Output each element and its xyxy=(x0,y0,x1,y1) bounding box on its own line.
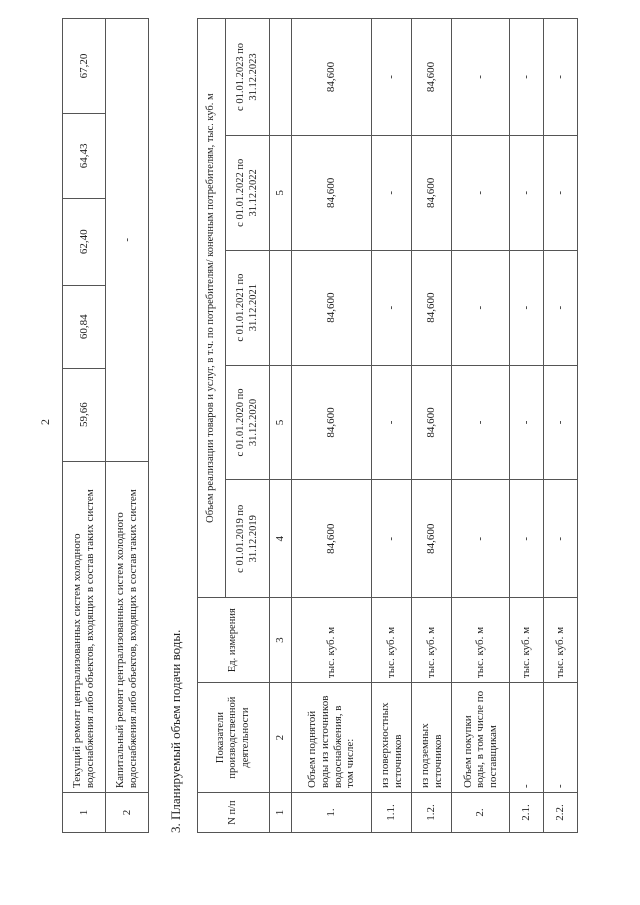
row-value: - xyxy=(452,365,510,480)
header-period: с 01.01.2020 по 31.12.2020 xyxy=(226,365,270,480)
row-indicator: из поверхностных источников xyxy=(372,683,412,793)
row-value: - xyxy=(372,365,412,480)
row-value: - xyxy=(372,19,412,136)
row-value: - xyxy=(544,365,578,480)
row-value: - xyxy=(544,480,578,598)
row-value: - xyxy=(510,480,544,598)
row-value: - xyxy=(510,250,544,365)
row-value: 84,600 xyxy=(412,135,452,250)
row-indicator: Объем поднятой воды из источников водоснабжения, в том числе: xyxy=(292,683,372,793)
cost-value: - xyxy=(106,19,149,462)
header-num: N п/п xyxy=(198,793,270,833)
row-value: - xyxy=(452,250,510,365)
row-indicator: Объем покупки воды, в том числе по поставщикам xyxy=(452,683,510,793)
table-row xyxy=(372,19,412,833)
row-unit: тыс. куб. м xyxy=(544,598,578,683)
row-value: - xyxy=(452,19,510,136)
row-value: - xyxy=(544,135,578,250)
row-value: 84,600 xyxy=(292,250,372,365)
table-row xyxy=(63,19,106,833)
cost-value: 64,43 xyxy=(63,113,106,198)
row-number: 1 xyxy=(63,793,106,833)
header-period: с 01.01.2021 по 31.12.2021 xyxy=(226,250,270,365)
header-row xyxy=(198,19,226,833)
row-unit: тыс. куб. м xyxy=(452,598,510,683)
index-row xyxy=(270,19,292,833)
row-text: Текущий ремонт централизованных систем холодного водоснабжения либо объектов, входящих в состав таких систем xyxy=(63,461,106,793)
row-value: 84,600 xyxy=(412,250,452,365)
repair-costs-table xyxy=(62,18,149,833)
row-value: 84,600 xyxy=(292,480,372,598)
row-number: 2. xyxy=(452,793,510,833)
row-unit: тыс. куб. м xyxy=(292,598,372,683)
index-cell: 2 xyxy=(270,683,292,793)
row-number: 2.1. xyxy=(510,793,544,833)
cost-value: 67,20 xyxy=(63,19,106,114)
header-period: с 01.01.2019 по 31.12.2019 xyxy=(226,480,270,598)
row-value: - xyxy=(372,250,412,365)
row-value: - xyxy=(510,19,544,136)
row-indicator: - xyxy=(510,683,544,793)
index-cell: 5 xyxy=(270,135,292,250)
table-row xyxy=(544,19,578,833)
table-row xyxy=(106,19,149,833)
row-indicator: из подземных источников xyxy=(412,683,452,793)
row-value: 84,600 xyxy=(412,480,452,598)
row-text: Капитальный ремонт централизованных систем холодного водоснабжения либо объектов, входящих в состав таких систем xyxy=(106,461,149,793)
header-period: с 01.01.2023 по 31.12.2023 xyxy=(226,19,270,136)
water-supply-table xyxy=(197,18,578,833)
header-indicator: Показатели производственной деятельности xyxy=(198,683,270,793)
index-cell: 3 xyxy=(270,598,292,683)
index-cell: 1 xyxy=(270,793,292,833)
cost-value: 60,84 xyxy=(63,285,106,368)
header-group: Объем реализации товаров и услуг, в т.ч. по потребителям/ конечным потребителям, тыс. куб. м xyxy=(198,19,226,598)
cost-value: 62,40 xyxy=(63,198,106,285)
page-number: 2 xyxy=(38,419,52,425)
index-cell xyxy=(270,19,292,136)
index-cell: 5 xyxy=(270,365,292,480)
row-value: 84,600 xyxy=(412,19,452,136)
table-row xyxy=(452,19,510,833)
row-indicator: - xyxy=(544,683,578,793)
row-value: 84,600 xyxy=(412,365,452,480)
row-number: 1.2. xyxy=(412,793,452,833)
row-value: - xyxy=(372,135,412,250)
table-row xyxy=(292,19,372,833)
row-value: 84,600 xyxy=(292,19,372,136)
section-title: 3. Планируемый объем подачи воды. xyxy=(168,629,183,833)
row-unit: тыс. куб. м xyxy=(372,598,412,683)
index-cell xyxy=(270,250,292,365)
row-number: 2.2. xyxy=(544,793,578,833)
row-value: - xyxy=(544,19,578,136)
row-value: - xyxy=(452,135,510,250)
row-value: - xyxy=(510,135,544,250)
row-number: 1. xyxy=(292,793,372,833)
header-period: с 01.01.2022 по 31.12.2022 xyxy=(226,135,270,250)
row-value: - xyxy=(510,365,544,480)
row-value: - xyxy=(452,480,510,598)
row-number: 1.1. xyxy=(372,793,412,833)
cost-value: 59,66 xyxy=(63,368,106,461)
row-number: 2 xyxy=(106,793,149,833)
row-value: - xyxy=(544,250,578,365)
header-unit: Ед. измерения xyxy=(198,598,270,683)
row-value: 84,600 xyxy=(292,135,372,250)
table-row xyxy=(412,19,452,833)
row-unit: тыс. куб. м xyxy=(412,598,452,683)
index-cell: 4 xyxy=(270,480,292,598)
row-value: - xyxy=(372,480,412,598)
table-row xyxy=(510,19,544,833)
row-value: 84,600 xyxy=(292,365,372,480)
row-unit: тыс. куб. м xyxy=(510,598,544,683)
